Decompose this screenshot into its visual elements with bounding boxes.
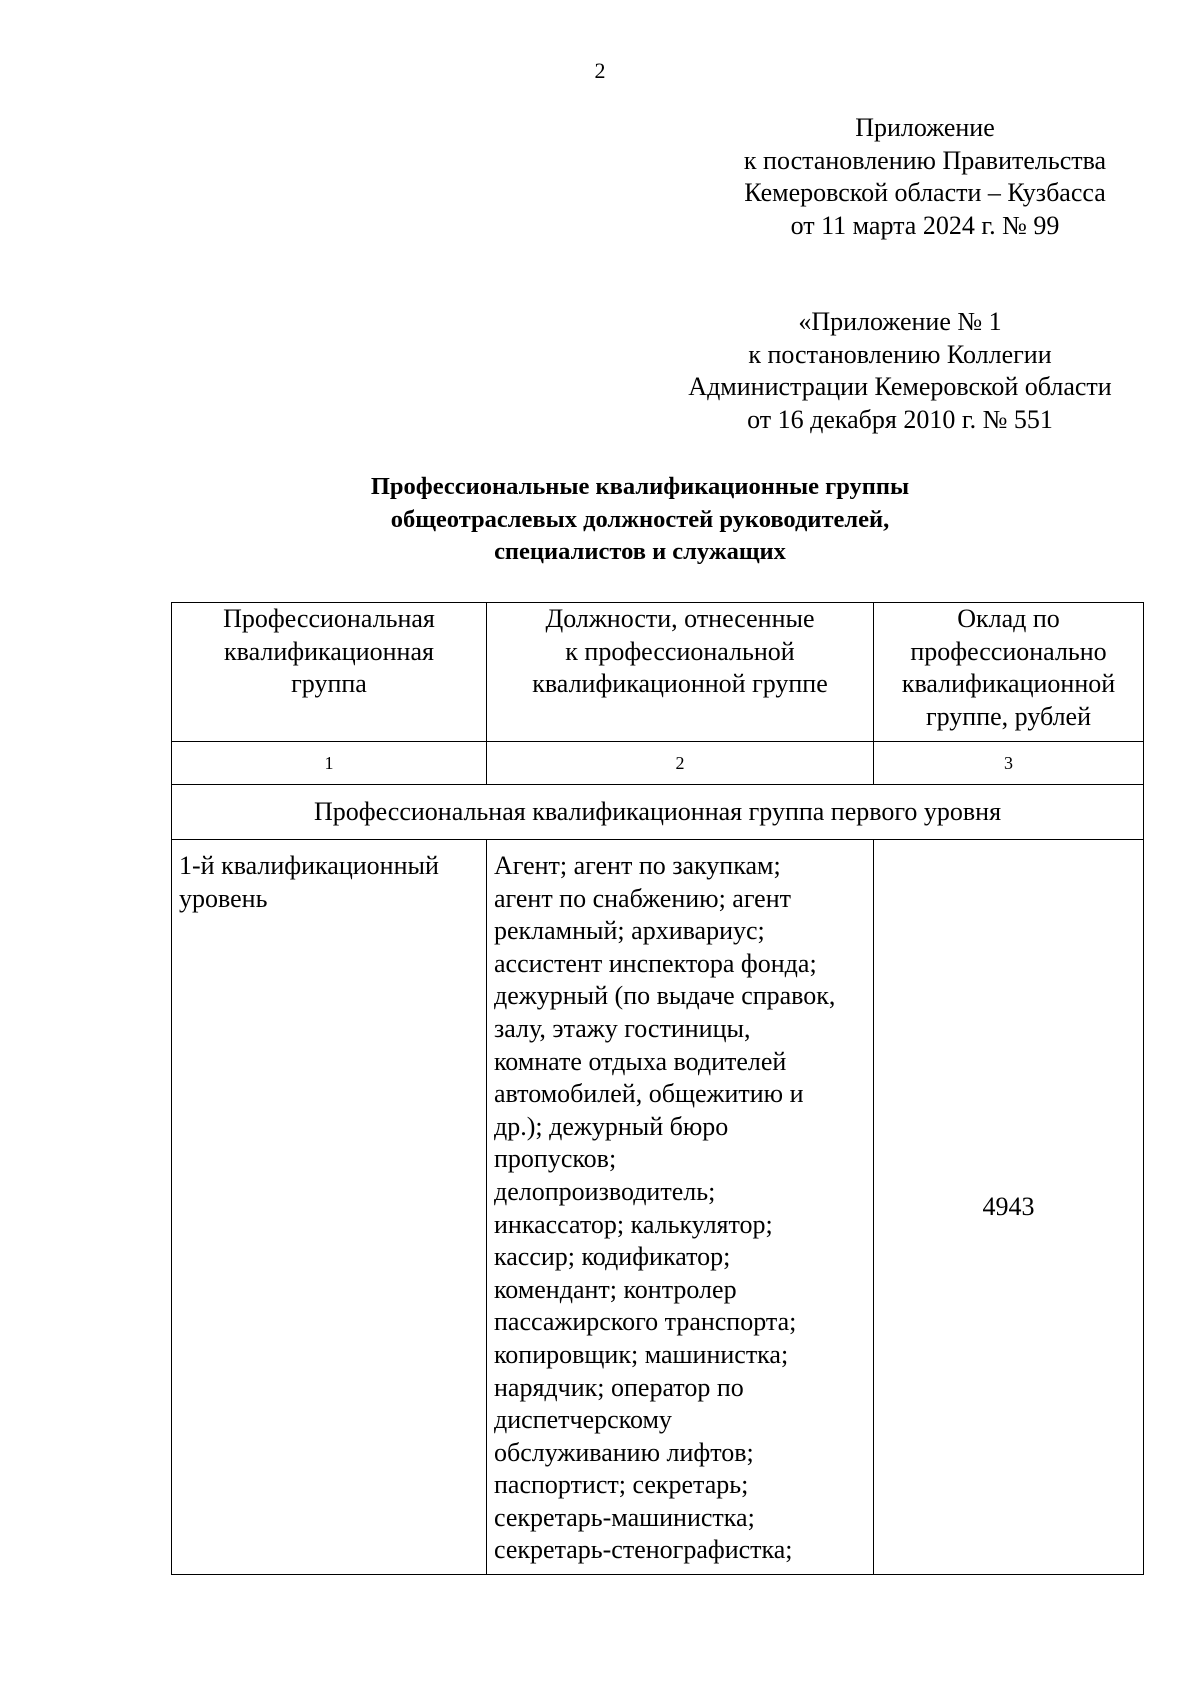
document-title	[160, 471, 1120, 569]
group-heading: Профессиональная квалификационная группа первого уровня	[172, 785, 1144, 840]
column-number: 2	[487, 742, 874, 785]
title-line: Профессиональные квалификационные группы	[370, 473, 910, 500]
appendix-line: к постановлению Коллегии	[748, 339, 1052, 369]
header-cell-salary: Оклад по профессионально квалификационной группе, рублей	[874, 603, 1144, 742]
column-number: 1	[172, 742, 487, 785]
appendix-line: Приложение	[855, 113, 995, 142]
header-cell-group: Профессиональная квалификационная группа	[172, 603, 487, 742]
page-number: 2	[594, 58, 606, 83]
table-row	[172, 840, 1144, 1575]
positions-cell: Агент; агент по закупкам; агент по снабжению; агент рекламный; архивариус; ассистент инспектора фонда; дежурный (по выдаче справок, залу, этажу гостиницы, комнате отдыха водителей автомобилей, общежитию и др.); дежурный бюро пропусков; делопроизводитель; инкассатор; калькулятор; кассир; кодификатор; комендант; контролер пассажирского транспорта; копировщик; машинистка; нарядчик; оператор по диспетчерскому обслуживанию лифтов; паспортист; секретарь; секретарь-машинистка; секретарь-стенографистка;	[487, 840, 874, 1575]
salary-cell: 4943	[874, 840, 1144, 1575]
appendix-header-current	[690, 112, 1160, 242]
qualification-level-cell: 1-й квалификационный уровень	[172, 840, 487, 1575]
appendix-line: Кемеровской области – Кузбасса	[744, 178, 1106, 207]
header-cell-positions: Должности, отнесенные к профессиональной квалификационной группе	[487, 603, 874, 742]
appendix-line: к постановлению Правительства	[743, 145, 1107, 175]
column-number-row	[172, 742, 1144, 785]
table-header-row	[172, 603, 1144, 742]
column-number: 3	[874, 742, 1144, 785]
appendix-line: от 16 декабря 2010 г. № 551	[747, 404, 1053, 434]
appendix-line: «Приложение № 1	[798, 307, 1002, 336]
qualification-table	[171, 602, 1144, 1575]
title-line: общеотраслевых должностей руководителей,	[390, 505, 890, 533]
appendix-header-original	[650, 306, 1150, 436]
appendix-line: от 11 марта 2024 г. № 99	[790, 210, 1060, 240]
group-heading-row	[172, 785, 1144, 840]
appendix-line: Администрации Кемеровской области	[688, 372, 1112, 401]
title-line: специалистов и служащих	[494, 538, 786, 565]
